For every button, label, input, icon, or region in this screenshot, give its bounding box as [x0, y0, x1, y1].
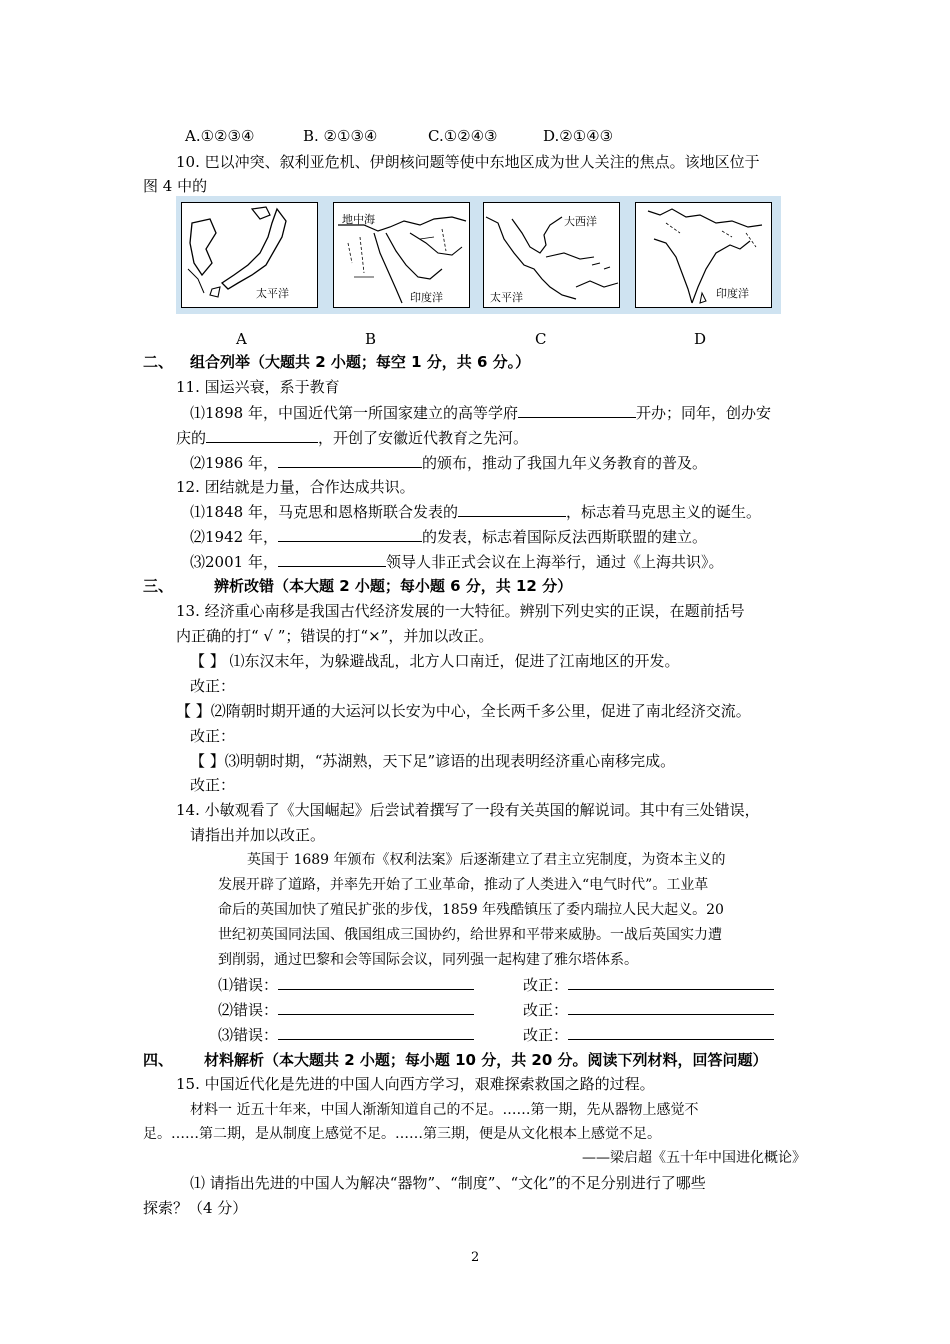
- material-1-source: ——梁启超《五十年中国进化概论》: [582, 1150, 806, 1166]
- q13-fix-2: 改正：: [190, 727, 236, 745]
- q12-2-text-a: ⑵1942 年，: [190, 528, 278, 546]
- q12-1-line: [190, 502, 761, 522]
- q13-item-1[interactable]: 【 】 ⑴东汉末年，为躲避战乱，北方人口南迁，促进了江南地区的开发。: [190, 652, 680, 670]
- map-b-middle-east: [333, 202, 470, 308]
- q15-1-line1: ⑴ 请指出先进的中国人为解决“器物”、“制度”、“文化”的不足分别进行了哪些: [190, 1174, 706, 1192]
- q14-error-2-blank[interactable]: [278, 1000, 474, 1015]
- q14-error-1: [218, 975, 474, 995]
- q14-error-1-blank[interactable]: [278, 975, 474, 990]
- material-1-line2: 足。……第二期，是从制度上感觉不足。……第三期，便是从文化根本上感觉不足。: [143, 1126, 661, 1142]
- q13-item-2[interactable]: 【 】⑵隋朝时期开通的大运河以长安为中心，全长两千多公里，促进了南北经济交流。: [176, 702, 751, 720]
- map-c-ocean1: 大西洋: [564, 215, 597, 228]
- q14-fix-2-blank[interactable]: [568, 1000, 774, 1015]
- q14-error-2-label: ⑵错误：: [218, 1001, 279, 1019]
- q11-2-text-b: 的颁布，推动了我国九年义务教育的普及。: [421, 454, 707, 472]
- q11-2-blank[interactable]: [278, 453, 422, 468]
- q11-1-text-b: 开办；同年，创办安: [635, 404, 771, 422]
- map-a-japan: [181, 202, 318, 308]
- q14-error-1-label: ⑴错误：: [218, 976, 279, 994]
- sec2-number: 二、: [143, 353, 174, 371]
- q11-title: 11. 国运兴衰，系于教育: [176, 378, 340, 396]
- q14-passage-3: 命后的英国加快了殖民扩张的步伐，1859 年残酷镇压了委内瑞拉人民大起义。20: [218, 902, 724, 918]
- q13-line2: 内正确的打“ √ ”；错误的打“×”，并加以改正。: [176, 627, 494, 645]
- map-strip: [176, 196, 781, 314]
- map-a-outline: [182, 203, 319, 309]
- map-d-label: D: [694, 330, 707, 348]
- map-c-central-america: [483, 202, 620, 308]
- map-b-ocean: 印度洋: [410, 291, 443, 304]
- q10-line1: 10. 巴以冲突、叙利亚危机、伊朗核问题等使中东地区成为世人关注的焦点。该地区位于: [176, 153, 760, 171]
- q14-passage-2: 发展开辟了道路，并率先开始了工业革命，推动了人类进入“电气时代”。工业革: [218, 877, 709, 893]
- map-a-ocean: 太平洋: [256, 287, 289, 300]
- q12-2-text-b: 的发表，标志着国际反法西斯联盟的建立。: [421, 528, 707, 546]
- q11-1-text-d: ，开创了安徽近代教育之先河。: [318, 429, 529, 447]
- map-d-india: [635, 202, 772, 308]
- sec3-number: 三、: [143, 577, 174, 595]
- map-d-outline: [636, 203, 773, 309]
- q15-1-line2: 探索？（4 分）: [143, 1199, 248, 1217]
- q12-3-text-a: ⑶2001 年，: [190, 553, 278, 571]
- q11-1-text-a: ⑴1898 年，中国近代第一所国家建立的高等学府: [190, 404, 518, 422]
- q14-error-3-blank[interactable]: [278, 1025, 474, 1040]
- map-b-sea: 地中海: [342, 213, 375, 226]
- q14-error-2: [218, 1000, 474, 1020]
- q14-fix-3-label: 改正：: [523, 1026, 569, 1044]
- q14-line1: 14. 小敏观看了《大国崛起》后尝试着撰写了一段有关英国的解说词。其中有三处错误，: [176, 801, 760, 819]
- q11-1-line2: [176, 428, 528, 448]
- q12-2-line: [190, 527, 707, 547]
- map-c-ocean2: 太平洋: [490, 291, 523, 304]
- option-a: A.①②③④: [185, 127, 255, 145]
- sec4-number: 四、: [143, 1051, 174, 1069]
- q12-3-blank[interactable]: [278, 552, 386, 567]
- option-b: B. ②①③④: [303, 127, 378, 145]
- q14-passage-1: 英国于 1689 年颁布《权利法案》后逐渐建立了君主立宪制度，为资本主义的: [247, 852, 726, 868]
- q14-line2: 请指出并加以改正。: [190, 826, 326, 844]
- option-d: D.②①④③: [543, 127, 614, 145]
- q11-1-line: [190, 403, 771, 423]
- q15-title: 15. 中国近代化是先进的中国人向西方学习，艰难探索救国之路的过程。: [176, 1075, 655, 1093]
- option-c: C.①②④③: [428, 127, 498, 145]
- q12-3-line: [190, 552, 723, 572]
- page-number: 2: [471, 1250, 480, 1265]
- q11-2-line: [190, 453, 707, 473]
- q11-2-text-a: ⑵1986 年，: [190, 454, 278, 472]
- sec2-title: 组合列举（大题共 2 小题；每空 1 分，共 6 分。）: [190, 353, 531, 371]
- sec3-title: 辨析改错（本大题 2 小题；每小题 6 分，共 12 分）: [214, 577, 573, 595]
- map-b-label: B: [365, 330, 377, 348]
- q10-line2: 图 4 中的: [143, 177, 208, 195]
- q12-1-text-b: ，标志着马克思主义的诞生。: [565, 503, 761, 521]
- q13-fix-1: 改正：: [190, 677, 236, 695]
- q12-1-text-a: ⑴1848 年，马克思和恩格斯联合发表的: [190, 503, 458, 521]
- q13-fix-3: 改正：: [190, 776, 236, 794]
- q13-line1: 13. 经济重心南移是我国古代经济发展的一大特征。辨别下列史实的正误，在题前括号: [176, 602, 745, 620]
- q14-passage-4: 世纪初英国同法国、俄国组成三国协约，给世界和平带来威胁。一战后英国实力遭: [218, 927, 722, 943]
- q13-item-3[interactable]: 【 】⑶明朝时期，“苏湖熟，天下足”谚语的出现表明经济重心南移完成。: [190, 752, 676, 770]
- q14-fix-2: [523, 1000, 774, 1020]
- q14-fix-3: [523, 1025, 774, 1045]
- material-1-line1: 材料一 近五十年来，中国人渐渐知道自己的不足。……第一期，先从器物上感觉不: [190, 1102, 699, 1118]
- q14-passage-5: 到削弱，通过巴黎和会等国际会议，同列强一起构建了雅尔塔体系。: [218, 952, 638, 968]
- q14-fix-1: [523, 975, 774, 995]
- q14-error-3-label: ⑶错误：: [218, 1026, 279, 1044]
- map-c-label: C: [535, 330, 547, 348]
- map-d-ocean: 印度洋: [716, 287, 749, 300]
- q14-error-3: [218, 1025, 474, 1045]
- q14-fix-1-blank[interactable]: [568, 975, 774, 990]
- q11-1-blank-2[interactable]: [206, 428, 318, 443]
- q12-title: 12. 团结就是力量，合作达成共识。: [176, 478, 415, 496]
- q11-1-blank-1[interactable]: [518, 403, 636, 418]
- q14-fix-2-label: 改正：: [523, 1001, 569, 1019]
- q14-fix-3-blank[interactable]: [568, 1025, 774, 1040]
- sec4-title: 材料解析（本大题共 2 小题；每小题 10 分，共 20 分。阅读下列材料，回答问题）: [204, 1051, 768, 1069]
- map-a-label: A: [236, 330, 247, 348]
- q12-2-blank[interactable]: [278, 527, 422, 542]
- q12-1-blank[interactable]: [458, 502, 566, 517]
- q12-3-text-b: 领导人非正式会议在上海举行，通过《上海共识》。: [385, 553, 724, 571]
- q14-fix-1-label: 改正：: [523, 976, 569, 994]
- q11-1-text-c: 庆的: [176, 429, 207, 447]
